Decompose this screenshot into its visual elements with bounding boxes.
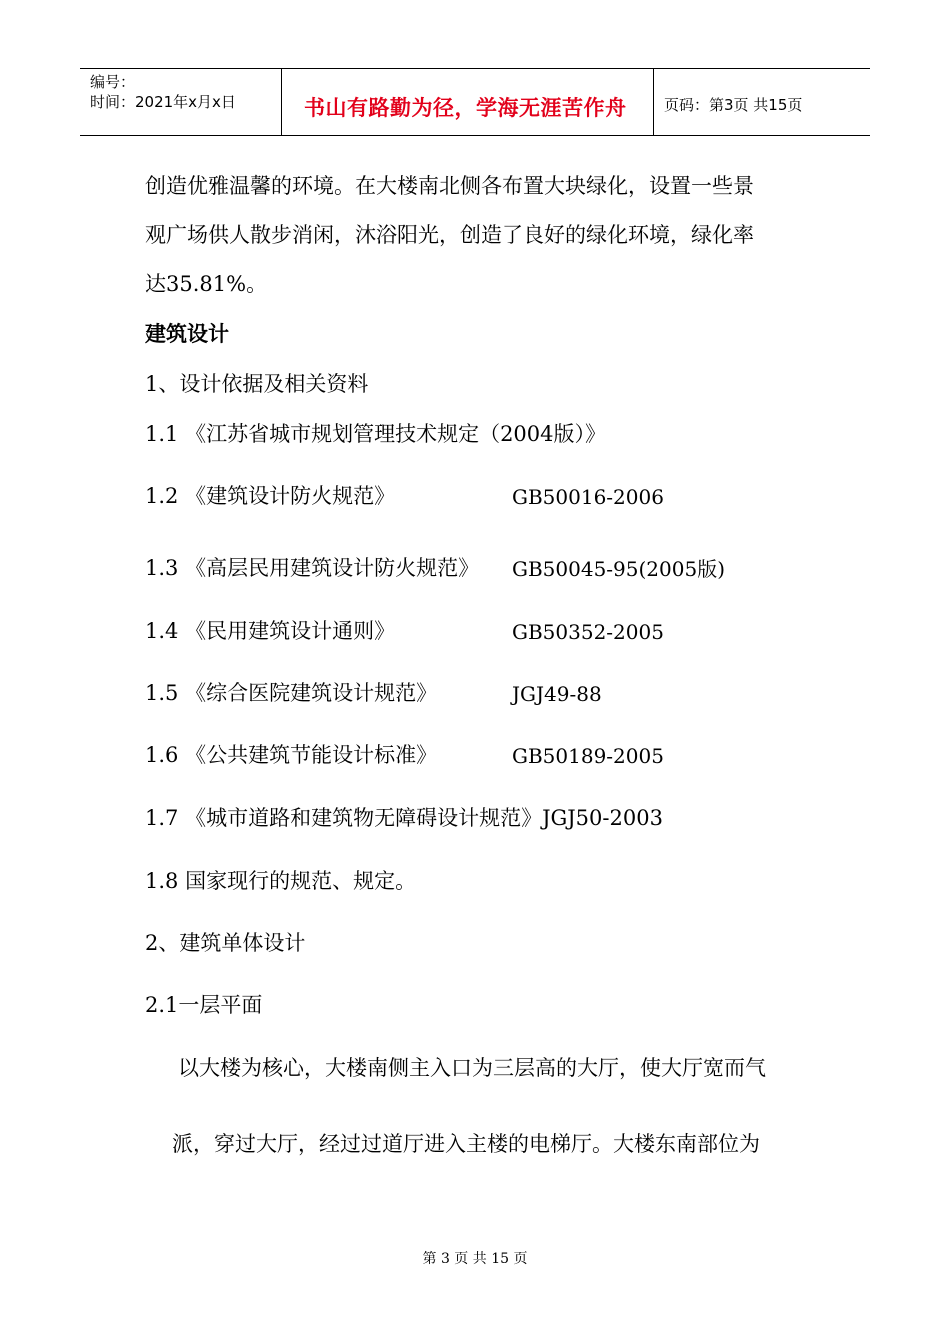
page-header: [80, 68, 870, 136]
reference-code: GB50016-2006: [512, 485, 664, 509]
page-footer: 第 3 页 共 15 页: [422, 1251, 528, 1267]
reference-item: 1.6 《公共建筑节能设计标准》: [145, 743, 438, 767]
document-number-label: 编号：: [90, 73, 136, 91]
document-time-label: 时间：2021年x月x日: [90, 93, 236, 111]
reference-code: GB50045-95(2005版): [512, 557, 726, 581]
header-meta-cell: [80, 69, 282, 135]
reference-item: 1.4 《民用建筑设计通则》: [145, 619, 396, 643]
header-motto: 书山有路勤为径，学海无涯苦作舟: [304, 96, 627, 120]
reference-code: GB50189-2005: [512, 744, 664, 768]
reference-item: 1.3 《高层民用建筑设计防火规范》: [145, 556, 480, 580]
reference-item: 1.5 《综合医院建筑设计规范》: [145, 681, 438, 705]
reference-code: JGJ49-88: [512, 682, 602, 706]
paragraph-line: 创造优雅温馨的环境。在大楼南北侧各布置大块绿化，设置一些景: [145, 174, 754, 198]
paragraph-line: 观广场供人散步消闲，沐浴阳光，创造了良好的绿化环境，绿化率: [145, 223, 754, 247]
reference-item: 1.2 《建筑设计防火规范》: [145, 484, 396, 508]
reference-item: 1.7 《城市道路和建筑物无障碍设计规范》JGJ50-2003: [145, 806, 663, 830]
paragraph-line: 以大楼为核心，大楼南侧主入口为三层高的大厅，使大厅宽而气: [178, 1056, 766, 1080]
subsection-heading: 2.1一层平面: [145, 993, 263, 1017]
paragraph-line: 派，穿过大厅，经过过道厅进入主楼的电梯厅。大楼东南部位为: [172, 1132, 760, 1156]
reference-code: GB50352-2005: [512, 620, 664, 644]
header-motto-cell: [282, 69, 654, 135]
reference-item: 1.8 国家现行的规范、规定。: [145, 869, 417, 893]
reference-item: 1.1 《江苏省城市规划管理技术规定（2004版）》: [145, 422, 607, 446]
paragraph-line: 达35.81%。: [145, 272, 268, 296]
section-title: 建筑设计: [145, 322, 229, 346]
header-page-cell: [654, 69, 870, 135]
header-page-info: 页码：第3页 共15页: [664, 96, 803, 114]
subsection-heading: 1、设计依据及相关资料: [145, 372, 369, 396]
subsection-heading: 2、建筑单体设计: [145, 931, 306, 955]
